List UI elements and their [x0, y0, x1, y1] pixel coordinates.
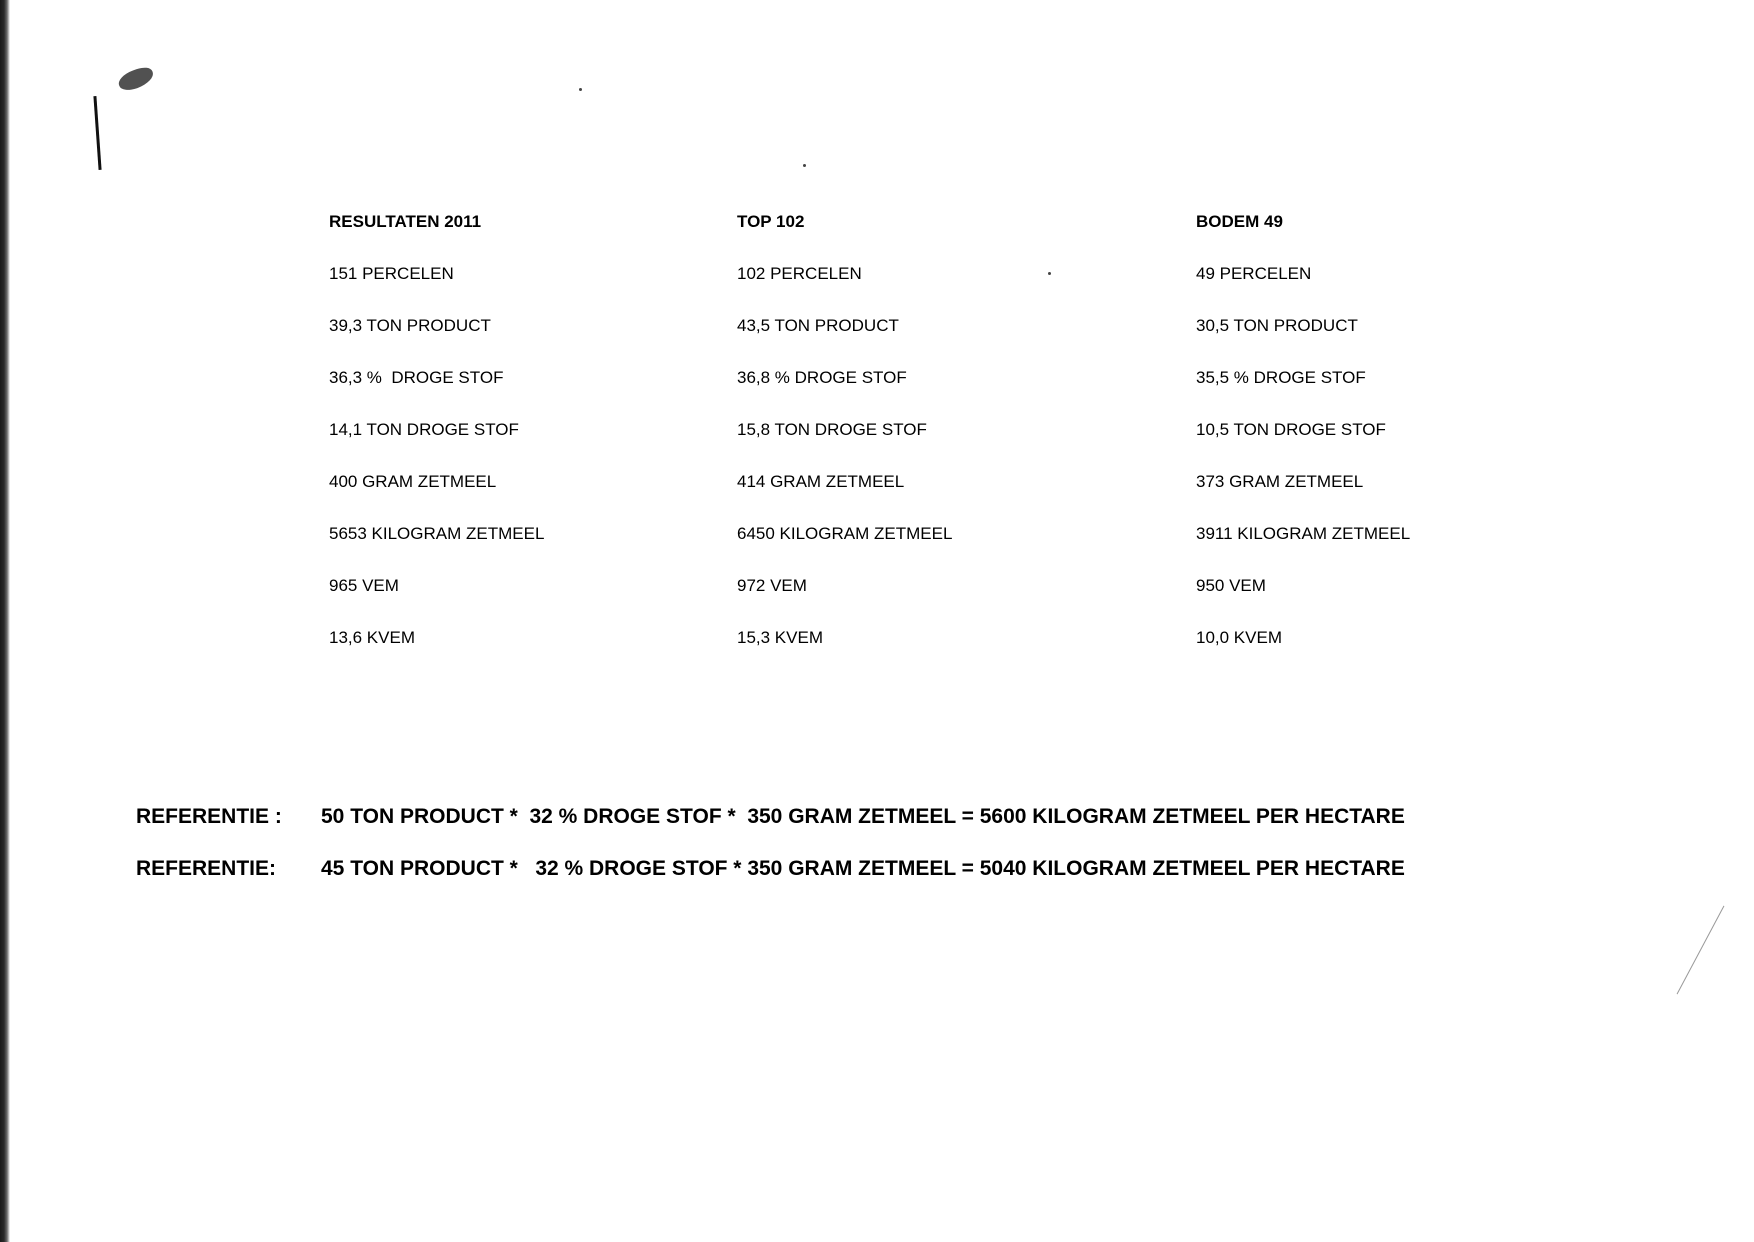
pen-mark [93, 96, 101, 170]
column-resultaten-2011 [329, 208, 544, 676]
table-cell: 39,3 TON PRODUCT [329, 316, 491, 335]
table-cell: 49 PERCELEN [1196, 264, 1312, 283]
column-bodem-49 [1196, 208, 1410, 676]
table-cell: 15,8 TON DROGE STOF [737, 420, 927, 439]
column-header: TOP 102 [737, 212, 805, 231]
column-top-102 [737, 208, 952, 676]
table-cell: 43,5 TON PRODUCT [737, 316, 899, 335]
table-cell: 36,3 % DROGE STOF [329, 368, 504, 387]
table-cell: 151 PERCELEN [329, 264, 454, 283]
table-cell: 972 VEM [737, 576, 807, 595]
table-cell: 15,3 KVEM [737, 628, 823, 647]
reference-label: REFERENTIE : [136, 805, 282, 828]
table-cell: 6450 KILOGRAM ZETMEEL [737, 524, 953, 543]
column-header: BODEM 49 [1196, 212, 1283, 231]
table-cell: 13,6 KVEM [329, 628, 415, 647]
table-cell: 373 GRAM ZETMEEL [1196, 472, 1364, 491]
reference-formula: 45 TON PRODUCT * 32 % DROGE STOF * 350 GRAM ZETMEEL = 5040 KILOGRAM ZETMEEL PER HECTARE [321, 857, 1405, 880]
edge-stroke [1677, 906, 1725, 995]
reference-formula: 50 TON PRODUCT * 32 % DROGE STOF * 350 GRAM ZETMEEL = 5600 KILOGRAM ZETMEEL PER HECTARE [321, 805, 1405, 828]
column-header: RESULTATEN 2011 [329, 212, 482, 231]
table-cell: 102 PERCELEN [737, 264, 862, 283]
table-cell: 35,5 % DROGE STOF [1196, 368, 1366, 387]
reference-line [136, 857, 1405, 881]
table-cell: 950 VEM [1196, 576, 1266, 595]
table-cell: 965 VEM [329, 576, 399, 595]
table-cell: 400 GRAM ZETMEEL [329, 472, 497, 491]
reference-line [136, 805, 1405, 829]
table-cell: 414 GRAM ZETMEEL [737, 472, 905, 491]
speck [1048, 272, 1051, 275]
speck [579, 88, 582, 91]
table-cell: 36,8 % DROGE STOF [737, 368, 907, 387]
table-cell: 14,1 TON DROGE STOF [329, 420, 519, 439]
scan-edge-shadow [0, 0, 10, 1242]
reference-label: REFERENTIE: [136, 857, 277, 880]
ink-blot [116, 64, 156, 93]
table-cell: 3911 KILOGRAM ZETMEEL [1196, 524, 1411, 543]
table-cell: 10,5 TON DROGE STOF [1196, 420, 1386, 439]
table-cell: 5653 KILOGRAM ZETMEEL [329, 524, 545, 543]
table-cell: 30,5 TON PRODUCT [1196, 316, 1358, 335]
speck [803, 164, 806, 167]
table-cell: 10,0 KVEM [1196, 628, 1282, 647]
